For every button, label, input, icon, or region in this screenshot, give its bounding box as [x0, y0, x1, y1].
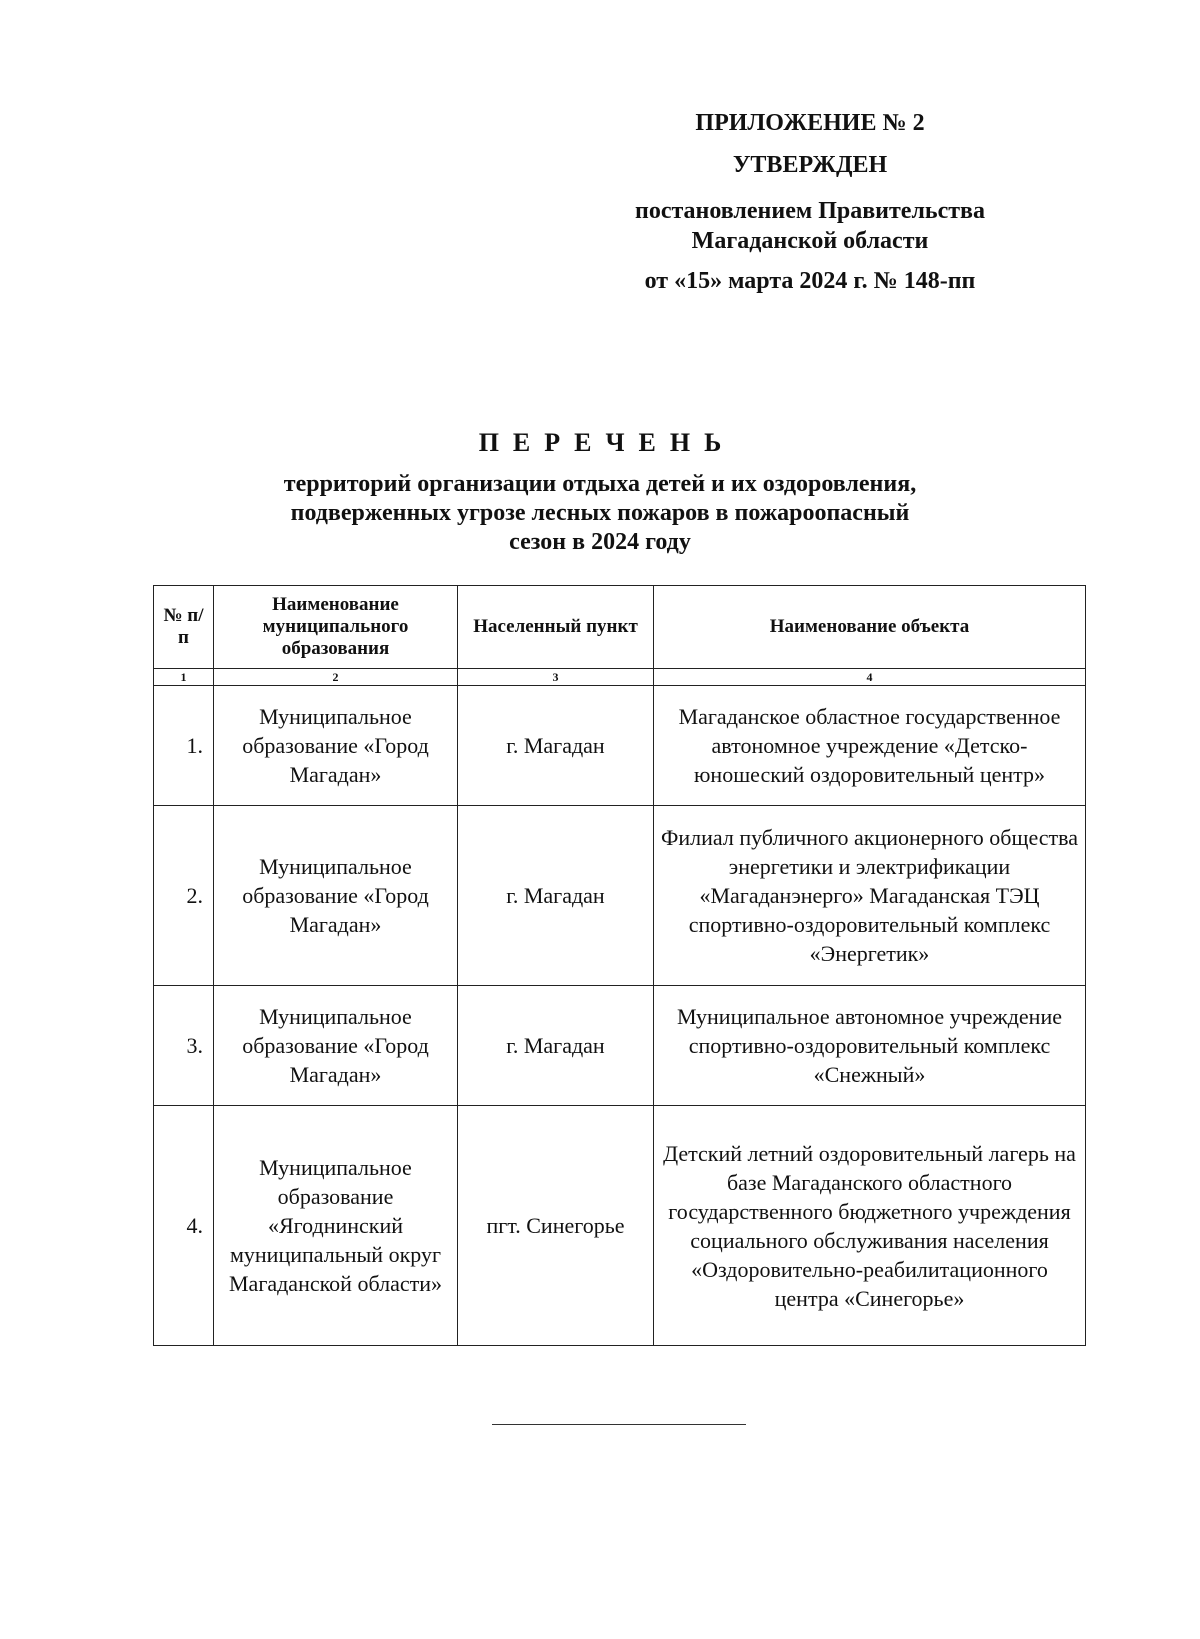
- row-municipality: Муниципальное образование «Город Магадан»: [214, 806, 458, 986]
- header-object: Наименование объекта: [654, 586, 1086, 669]
- subtitle-line-1: территорий организации отдыха детей и их оздоровления,: [283, 471, 917, 497]
- subtitle-line-2: подверженных угрозе лесных пожаров в пожароопасный: [290, 500, 910, 526]
- territories-table: [153, 585, 1086, 1346]
- subtitle-line-3: сезон в 2024 году: [509, 529, 691, 555]
- header-municipality: Наименование муниципального образования: [214, 586, 458, 669]
- column-number-row: [154, 669, 1086, 686]
- appendix-label: ПРИЛОЖЕНИЕ № 2: [695, 110, 925, 136]
- document-title: ПЕРЕЧЕНЬ: [478, 428, 736, 457]
- decree-line-2: Магаданской области: [691, 228, 929, 254]
- row-number: 4.: [154, 1106, 214, 1346]
- approval-stamp-block: [590, 108, 1030, 296]
- row-number: 3.: [154, 986, 214, 1106]
- header-settlement: Населенный пункт: [458, 586, 654, 669]
- column-number: 3: [458, 669, 654, 686]
- decree-line-1: постановлением Правительства: [634, 198, 985, 224]
- table-row: [154, 986, 1086, 1106]
- row-municipality: Муниципальное образование «Город Магадан»: [214, 686, 458, 806]
- row-object: Муниципальное автономное учреждение спортивно-оздоровительный комплекс «Снежный»: [654, 986, 1086, 1106]
- row-municipality: Муниципальное образование «Ягоднинский муниципальный округ Магаданской области»: [214, 1106, 458, 1346]
- approved-label: УТВЕРЖДЕН: [732, 152, 888, 178]
- row-object: Филиал публичного акционерного общества энергетики и электрификации «Магаданэнерго» Магаданская ТЭЦ спортивно-оздоровительный комплекс «Энергетик»: [654, 806, 1086, 986]
- row-settlement: г. Магадан: [458, 806, 654, 986]
- row-settlement: г. Магадан: [458, 686, 654, 806]
- column-number: 1: [154, 669, 214, 686]
- table-row: [154, 686, 1086, 806]
- row-object: Магаданское областное государственное автономное учреждение «Детско-юношеский оздоровительный центр»: [654, 686, 1086, 806]
- table-row: [154, 806, 1086, 986]
- table-row: [154, 1106, 1086, 1346]
- decree-date-number: от «15» марта 2024 г. № 148-пп: [644, 268, 976, 294]
- column-number: 4: [654, 669, 1086, 686]
- header-number: № п/п: [154, 586, 214, 669]
- column-number: 2: [214, 669, 458, 686]
- end-of-document-rule: [492, 1424, 746, 1425]
- row-settlement: пгт. Синегорье: [458, 1106, 654, 1346]
- document-title-block: [180, 428, 1020, 557]
- row-number: 1.: [154, 686, 214, 806]
- document-subtitle: [180, 470, 1020, 557]
- row-object: Детский летний оздоровительный лагерь на базе Магаданского областного государственного бюджетного учреждения социального обслуживания населения «Оздоровительно-реабилитационного центра «Синегорье»: [654, 1106, 1086, 1346]
- row-settlement: г. Магадан: [458, 986, 654, 1106]
- row-number: 2.: [154, 806, 214, 986]
- table-header-row: [154, 586, 1086, 669]
- row-municipality: Муниципальное образование «Город Магадан»: [214, 986, 458, 1106]
